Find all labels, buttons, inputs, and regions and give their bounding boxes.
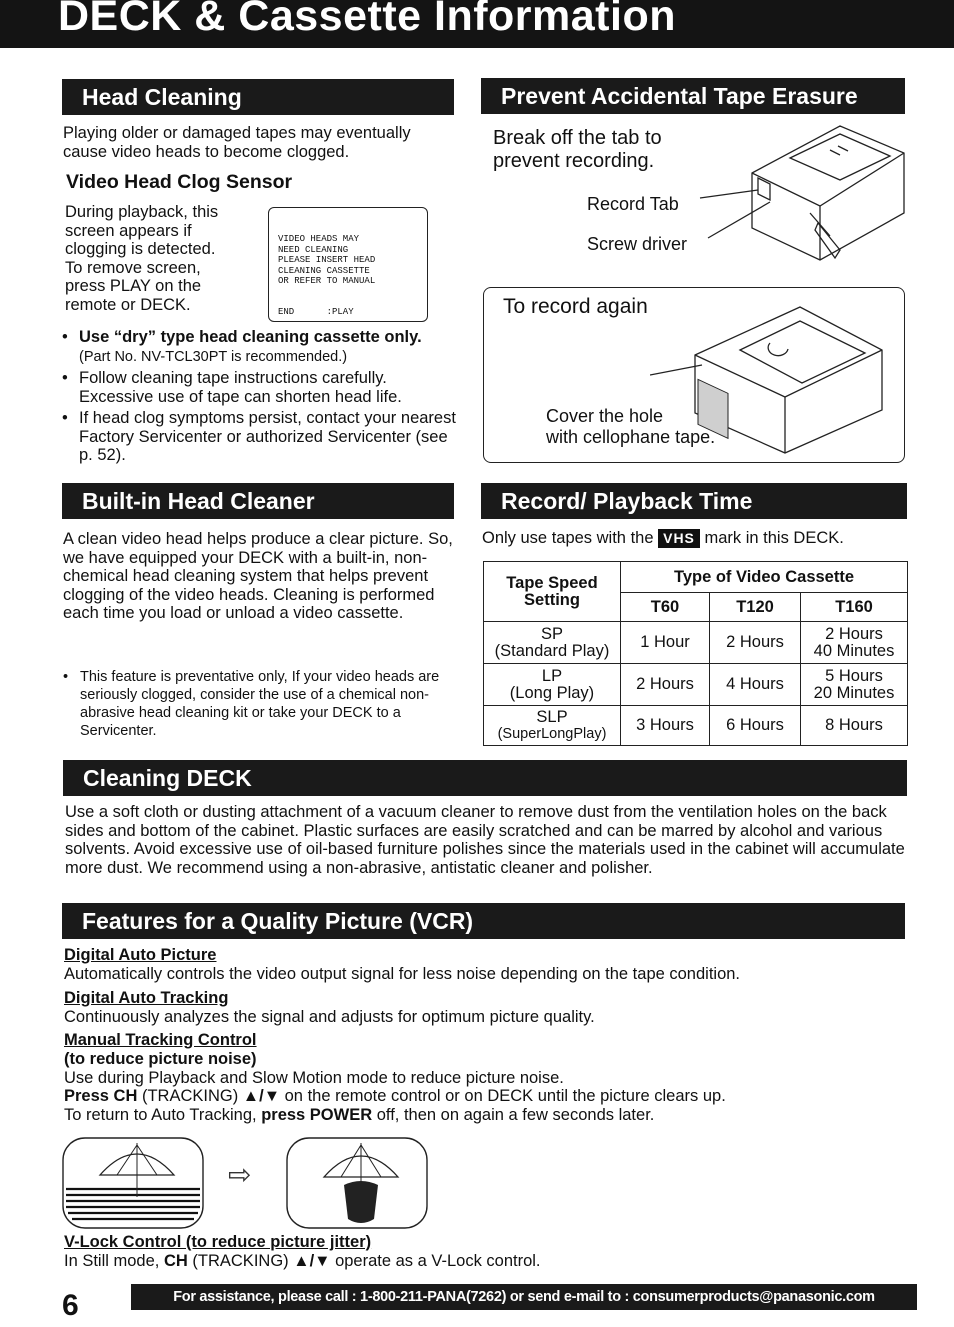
dat-text: Continuously analyzes the signal and adjusts for optimum picture quality. [64, 1007, 595, 1026]
press-ch-text [64, 1087, 924, 1106]
cover-line: with cellophane tape. [546, 427, 716, 447]
break-tab-text [493, 127, 662, 173]
cleaning-deck-heading: Cleaning DECK [63, 760, 907, 796]
col-t160: T160 [801, 593, 908, 622]
record-tab-label: Record Tab [587, 194, 679, 214]
intro-text: Only use tapes with the [482, 529, 654, 547]
screw-driver-label: Screw driver [587, 234, 688, 254]
clog-warning-text: VIDEO HEADS MAY NEED CLEANING PLEASE INSERT HEAD CLEANING CASSETTE OR REFER TO MANUAL [278, 234, 376, 286]
t160-cell: 8 Hours [801, 706, 908, 746]
page-header [0, 0, 954, 48]
clog-warning-footer: END :PLAY [278, 307, 354, 317]
erasure-heading: Prevent Accidental Tape Erasure [481, 78, 905, 114]
head-cleaning-bullets [62, 328, 457, 465]
vlock-ch: CH [163, 1252, 188, 1270]
built-in-text: A clean video head helps produce a clear picture. So, we have equipped your DECK with a built-in, non-chemical head cleaning system that helps prevent clogging of the video heads. Cleaning is performed each time you load or unload a video cassette. [63, 530, 453, 622]
clog-warning-screen [268, 207, 428, 322]
vlock-rest: operate as a V-Lock control. [330, 1252, 541, 1270]
cassette-tab-illustration [690, 118, 910, 268]
t60-cell: 1 Hour [621, 622, 710, 664]
col-type-header: Type of Video Cassette [621, 562, 908, 593]
t60-cell: 3 Hours [621, 706, 710, 746]
vlock-start: In Still mode, [64, 1252, 164, 1270]
cover-line: Cover the hole [546, 406, 664, 426]
press-ch: Press CH [64, 1087, 138, 1105]
bullet-note: (Part No. NV-TCL30PT is recommended.) [79, 349, 348, 365]
vhs-logo: VHS [658, 529, 700, 548]
mtc-subheading: (to reduce picture noise) [64, 1050, 257, 1068]
up-down-arrows-icon: ▲/▼ [293, 1252, 331, 1270]
speed-sub: (Standard Play) [494, 641, 610, 660]
assistance-bar: For assistance, please call : 1-800-211-PANA(7262) or send e-mail to : consumerproducts@panasonic.com [131, 1284, 917, 1310]
clog-sensor-text [65, 203, 265, 314]
sensor-line: screen appears if [65, 221, 192, 240]
record-time-table [483, 561, 908, 746]
dat-heading: Digital Auto Tracking [64, 988, 229, 1007]
dap-text: Automatically controls the video output signal for less noise depending on the tape condition. [64, 965, 741, 983]
page-number: 6 [62, 1289, 79, 1322]
t120-cell: 6 Hours [710, 706, 801, 746]
built-in-bullet: • This feature is preventative only, If your video heads are seriously clogged, consider the use of a chemical non-abrasive head cleaning kit or take your DECK to a Servicenter. [63, 668, 470, 740]
table-row [484, 622, 908, 664]
t60-cell: 2 Hours [621, 664, 710, 706]
record-time-heading: Record/ Playback Time [481, 483, 907, 519]
speed-sub: (SuperLongPlay) [497, 725, 607, 742]
return-start: To return to Auto Tracking, [64, 1105, 262, 1124]
col-t120: T120 [710, 593, 801, 622]
head-cleaning-intro: Playing older or damaged tapes may eventually cause video heads to become clogged. [63, 124, 411, 161]
clear-picture-illustration [286, 1137, 428, 1229]
vlock-content [64, 1233, 924, 1271]
speed: LP [541, 666, 563, 685]
record-again-title: To record again [503, 295, 648, 318]
bullet-bold: Use “dry” type head cleaning cassette only. [79, 328, 422, 346]
break-line: prevent recording. [493, 150, 655, 172]
speed: SLP [536, 707, 568, 726]
clog-sensor-subtitle: Video Head Clog Sensor [66, 171, 293, 193]
t160-b: 40 Minutes [813, 641, 895, 660]
t160-a: 5 Hours [825, 666, 883, 685]
page-title: DECK & Cassette Information [58, 0, 676, 40]
col-t60: T60 [621, 593, 710, 622]
t120-cell: 4 Hours [710, 664, 801, 706]
bullet-persist: • If head clog symptoms persist, contact your nearest Factory Servicenter or authorized Servicenter (see p. 52). [62, 409, 457, 465]
sensor-line: To remove screen, [65, 258, 201, 277]
sensor-line: press PLAY on the [65, 277, 202, 295]
cleaning-deck-text: Use a soft cloth or dusting attachment of a vacuum cleaner to remove dust from the ventilation holes on the back sides and bottom of the cabinet. Plastic surfaces are easily scratched and can be marred by alcohol and various solvents. Avoid excessive use of oil-based furniture polishes since the materials used in the cabinet will accumulate more dust. We recommend using a non-abrasive, antistatic cleaner and polisher. [65, 803, 905, 877]
t160-cell [801, 664, 908, 706]
speed-cell [484, 622, 621, 664]
t160-b: 20 Minutes [813, 683, 895, 702]
sensor-line: remote or DECK. [65, 295, 191, 314]
speed-cell [484, 706, 621, 746]
t160-a: 2 Hours [825, 624, 883, 643]
dap-heading: Digital Auto Picture [64, 946, 217, 964]
built-in-heading: Built-in Head Cleaner [62, 483, 454, 519]
col-speed-header: Tape Speed Setting [484, 562, 621, 622]
table-row [484, 706, 908, 746]
bullet-dry-cassette [62, 328, 457, 366]
vlock-heading: V-Lock Control (to reduce picture jitter) [64, 1233, 372, 1251]
cassette-tape-illustration [650, 295, 890, 455]
speed: SP [540, 624, 563, 643]
press-power: press POWER [261, 1105, 373, 1124]
arrow-right-icon: ⇨ [228, 1159, 252, 1190]
t160-cell [801, 622, 908, 664]
features-heading: Features for a Quality Picture (VCR) [62, 903, 905, 939]
return-rest: off, then on again a few seconds later. [372, 1105, 655, 1124]
noisy-picture-illustration [62, 1137, 204, 1229]
mtc-heading: Manual Tracking Control [64, 1031, 257, 1049]
speed-sub: (Long Play) [509, 683, 595, 702]
features-content [64, 946, 924, 1124]
sensor-line: clogging is detected. [65, 240, 216, 258]
press-ch-rest: on the remote control or on DECK until the picture clears up. [280, 1087, 726, 1105]
head-cleaning-heading: Head Cleaning [62, 79, 454, 115]
speed-cell [484, 664, 621, 706]
vhs-intro [482, 529, 844, 548]
up-down-arrows-icon: ▲/▼ [242, 1087, 281, 1105]
vlock-text [64, 1252, 924, 1271]
t120-cell: 2 Hours [710, 622, 801, 664]
vlock-tracking: (TRACKING) [187, 1252, 294, 1270]
sensor-line: During playback, this [65, 203, 219, 221]
tracking: (TRACKING) [137, 1087, 243, 1105]
mtc-text: Use during Playback and Slow Motion mode to reduce picture noise. [64, 1068, 564, 1087]
return-text [64, 1106, 924, 1125]
intro-text: mark in this DECK. [704, 529, 844, 547]
break-line: Break off the tab to [493, 127, 662, 149]
bullet-follow-instructions: • Follow cleaning tape instructions carefully. Excessive use of tape can shorten head life. [62, 369, 457, 406]
table-row [484, 664, 908, 706]
